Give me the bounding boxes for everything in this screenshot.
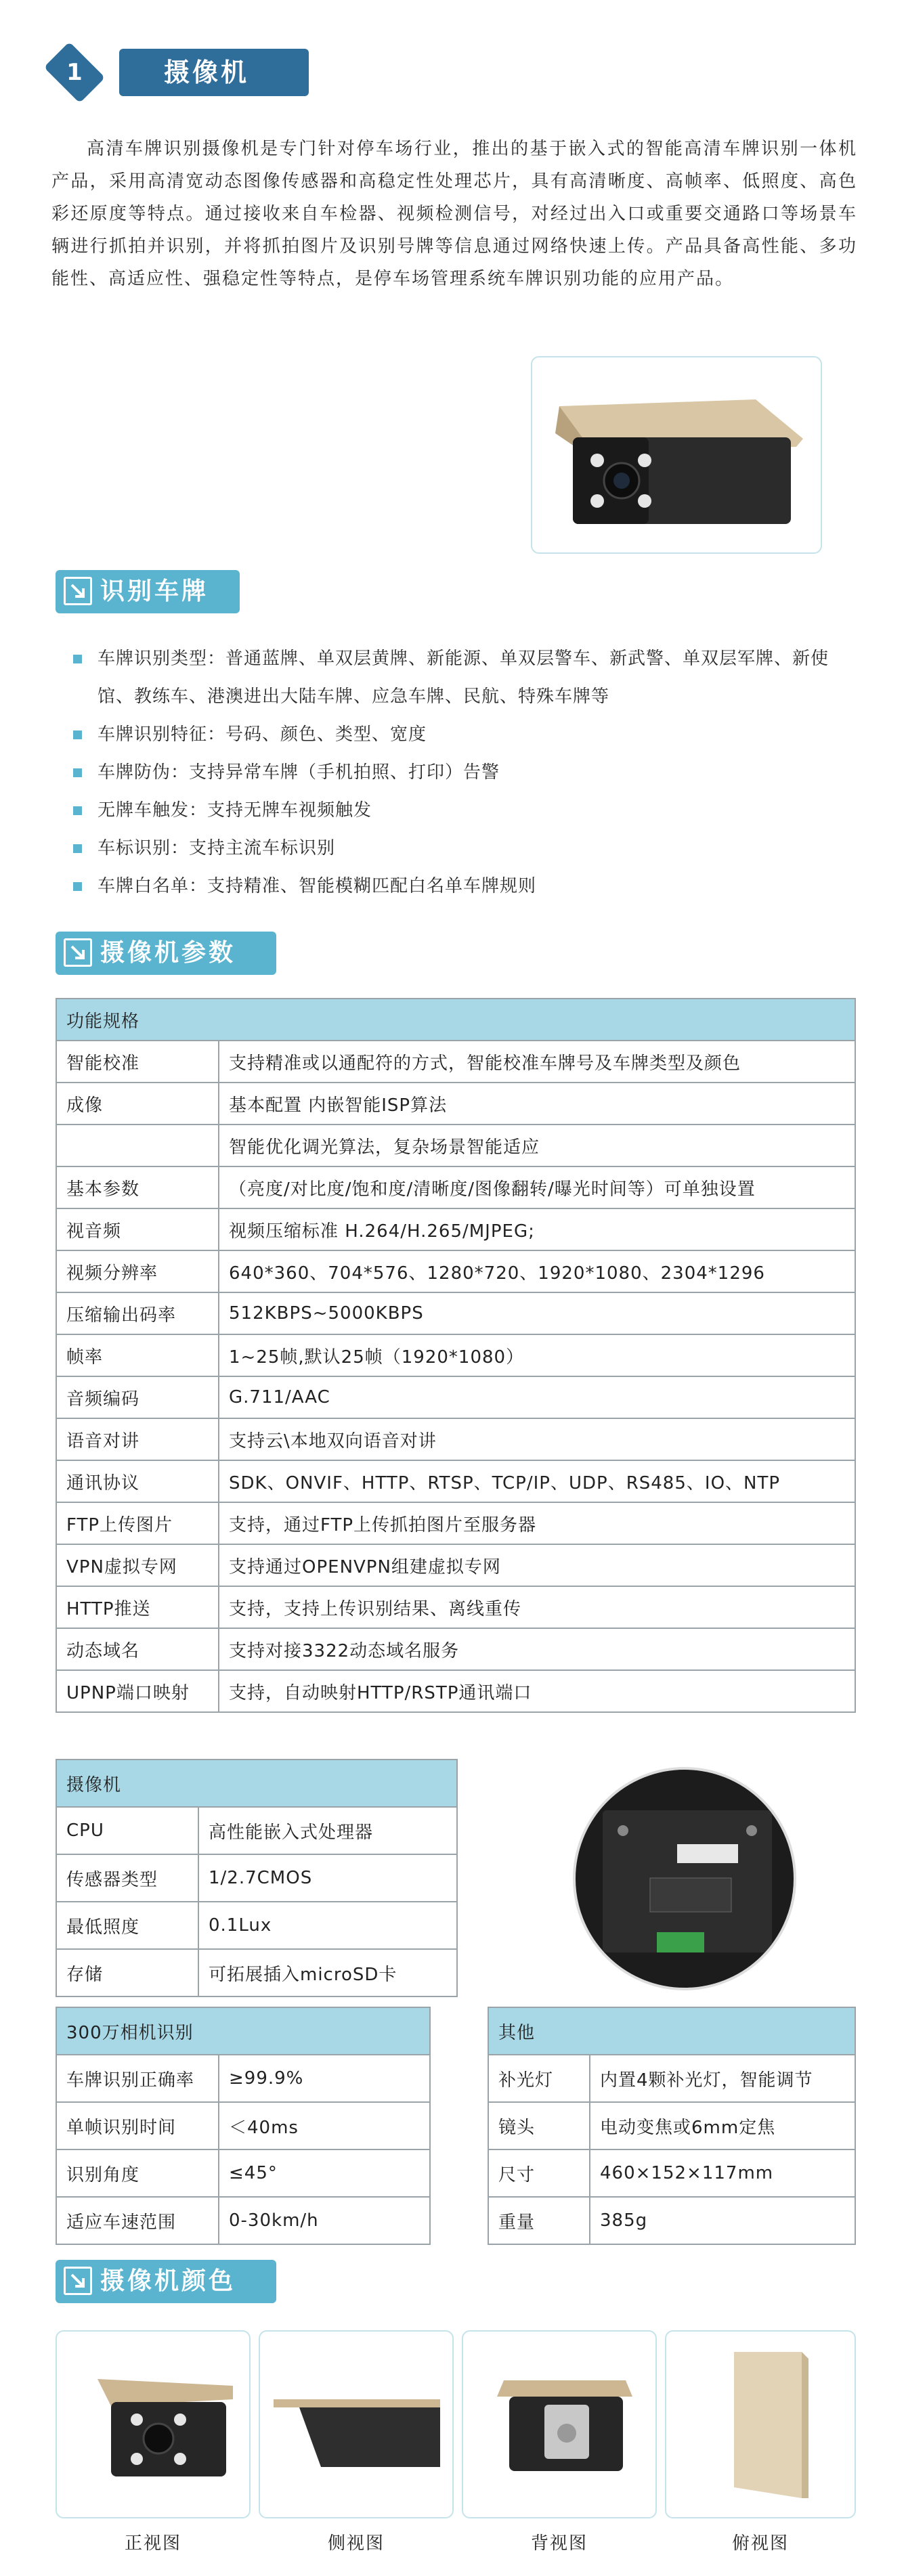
section-title-plate: 识别车牌 bbox=[100, 577, 209, 605]
spec-table bbox=[56, 998, 856, 1713]
table-row: CPU 高性能嵌入式处理器 bbox=[56, 1807, 457, 1854]
back-view-photo bbox=[462, 2330, 657, 2518]
arrow-icon bbox=[64, 577, 92, 605]
table-row: 适应车速范围 0-30km/h bbox=[56, 2197, 430, 2244]
table-header: 功能规格 bbox=[56, 999, 855, 1041]
table-row: VPN虚拟专网 支持通过OPENVPN组建虚拟专网 bbox=[56, 1544, 855, 1586]
table-row: 动态域名 支持对接3322动态域名服务 bbox=[56, 1628, 855, 1670]
table-header: 300万相机识别 bbox=[56, 2007, 430, 2055]
intro-paragraph: 高清车牌识别摄像机是专门针对停车场行业，推出的基于嵌入式的智能高清车牌识别一体机产品，采用高清宽动态图像传感器和高稳定性处理芯片，具有高清晰度、高帧率、低照度、高色彩还原度等特点。通过接收来自车检器、视频检测信号，对经过出入口或重要交通路口等场景车辆进行抓拍并识别，并将抓拍图片及识别号牌等信息通过网络快速上传。产品具备高性能、多功能性、高适应性、强稳定性等特点，是停车场管理系统车牌识别功能的应用产品。 bbox=[51, 139, 857, 289]
table-row: 补光灯 内置4颗补光灯，智能调节 bbox=[488, 2055, 855, 2102]
front-view-photo bbox=[56, 2330, 251, 2518]
table-row: FTP上传图片 支持，通过FTP上传抓拍图片至服务器 bbox=[56, 1502, 855, 1544]
table-row: 传感器类型 1/2.7CMOS bbox=[56, 1854, 457, 1902]
list-item: 无牌车触发：支持无牌车视频触发 bbox=[73, 791, 859, 829]
section-header-colors bbox=[56, 2260, 276, 2303]
arrow-icon bbox=[64, 2267, 92, 2295]
table-row: UPNP端口映射 支持，自动映射HTTP/RSTP通讯端口 bbox=[56, 1670, 855, 1712]
table-row: 车牌识别正确率 ≥99.9% bbox=[56, 2055, 430, 2102]
side-view-label: 侧视图 bbox=[327, 2533, 385, 2554]
table-row: 智能优化调光算法，复杂场景智能适应 bbox=[56, 1125, 855, 1166]
front-view-label: 正视图 bbox=[124, 2533, 181, 2554]
circuit-board-photo bbox=[573, 1767, 796, 1990]
side-view-photo bbox=[259, 2330, 454, 2518]
table-row: 智能校准 支持精准或以通配符的方式，智能校准车牌号及车牌类型及颜色 bbox=[56, 1041, 855, 1083]
table-header: 摄像机 bbox=[56, 1760, 457, 1807]
arrow-icon bbox=[64, 938, 92, 967]
table-row: 镜头 电动变焦或6mm定焦 bbox=[488, 2102, 855, 2149]
section-title: 摄像机 bbox=[119, 49, 309, 96]
table-row: 通讯协议 SDK、ONVIF、HTTP、RTSP、TCP/IP、UDP、RS485、IO、NTP bbox=[56, 1460, 855, 1502]
camera-table bbox=[56, 1759, 458, 1997]
camera-photo bbox=[531, 356, 822, 554]
top-view-label: 俯视图 bbox=[731, 2533, 789, 2554]
section-header-params bbox=[56, 932, 276, 975]
table-row: HTTP推送 支持，支持上传识别结果、离线重传 bbox=[56, 1586, 855, 1628]
table-row: 视频分辨率 640*360、704*576、1280*720、1920*1080、2304*1296 bbox=[56, 1250, 855, 1292]
table-row: 压缩输出码率 512KBPS~5000KBPS bbox=[56, 1292, 855, 1334]
table-row: 音频编码 G.711/AAC bbox=[56, 1376, 855, 1418]
table-header: 其他 bbox=[488, 2007, 855, 2055]
plate-feature-list bbox=[73, 640, 859, 905]
list-item: 车牌防伪：支持异常车牌（手机拍照、打印）告警 bbox=[73, 754, 859, 791]
section-number: 1 bbox=[66, 59, 83, 86]
list-item: 车标识别：支持主流车标识别 bbox=[73, 829, 859, 867]
section-title-colors: 摄像机颜色 bbox=[100, 2267, 236, 2295]
recognition-table bbox=[56, 2007, 431, 2245]
table-row: 尺寸 460×152×117mm bbox=[488, 2149, 855, 2197]
table-row: 成像 基本配置 内嵌智能ISP算法 bbox=[56, 1083, 855, 1125]
table-row: 语音对讲 支持云\本地双向语音对讲 bbox=[56, 1418, 855, 1460]
section-header-plate bbox=[56, 570, 240, 613]
list-item: 车牌识别特征：号码、颜色、类型、宽度 bbox=[73, 716, 859, 754]
back-view-label: 背视图 bbox=[530, 2533, 588, 2554]
list-item: 车牌识别类型：普通蓝牌、单双层黄牌、新能源、单双层警车、新武警、单双层军牌、新使馆、教练车、港澳进出大陆车牌、应急车牌、民航、特殊车牌等 bbox=[73, 640, 859, 716]
table-row: 识别角度 ≤45° bbox=[56, 2149, 430, 2197]
section-title-params: 摄像机参数 bbox=[100, 939, 236, 967]
table-row: 基本参数 （亮度/对比度/饱和度/清晰度/图像翻转/曝光时间等）可单独设置 bbox=[56, 1166, 855, 1208]
table-row: 视音频 视频压缩标准 H.264/H.265/MJPEG; bbox=[56, 1208, 855, 1250]
top-view-photo bbox=[665, 2330, 856, 2518]
other-table bbox=[488, 2007, 856, 2245]
table-row: 存储 可拓展插入microSD卡 bbox=[56, 1949, 457, 1996]
table-row: 重量 385g bbox=[488, 2197, 855, 2244]
section-header bbox=[39, 45, 310, 100]
list-item: 车牌白名单：支持精准、智能模糊匹配白名单车牌规则 bbox=[73, 867, 859, 905]
table-row: 最低照度 0.1Lux bbox=[56, 1902, 457, 1949]
table-row: 单帧识别时间 ＜40ms bbox=[56, 2102, 430, 2149]
table-row: 帧率 1~25帧,默认25帧（1920*1080） bbox=[56, 1334, 855, 1376]
